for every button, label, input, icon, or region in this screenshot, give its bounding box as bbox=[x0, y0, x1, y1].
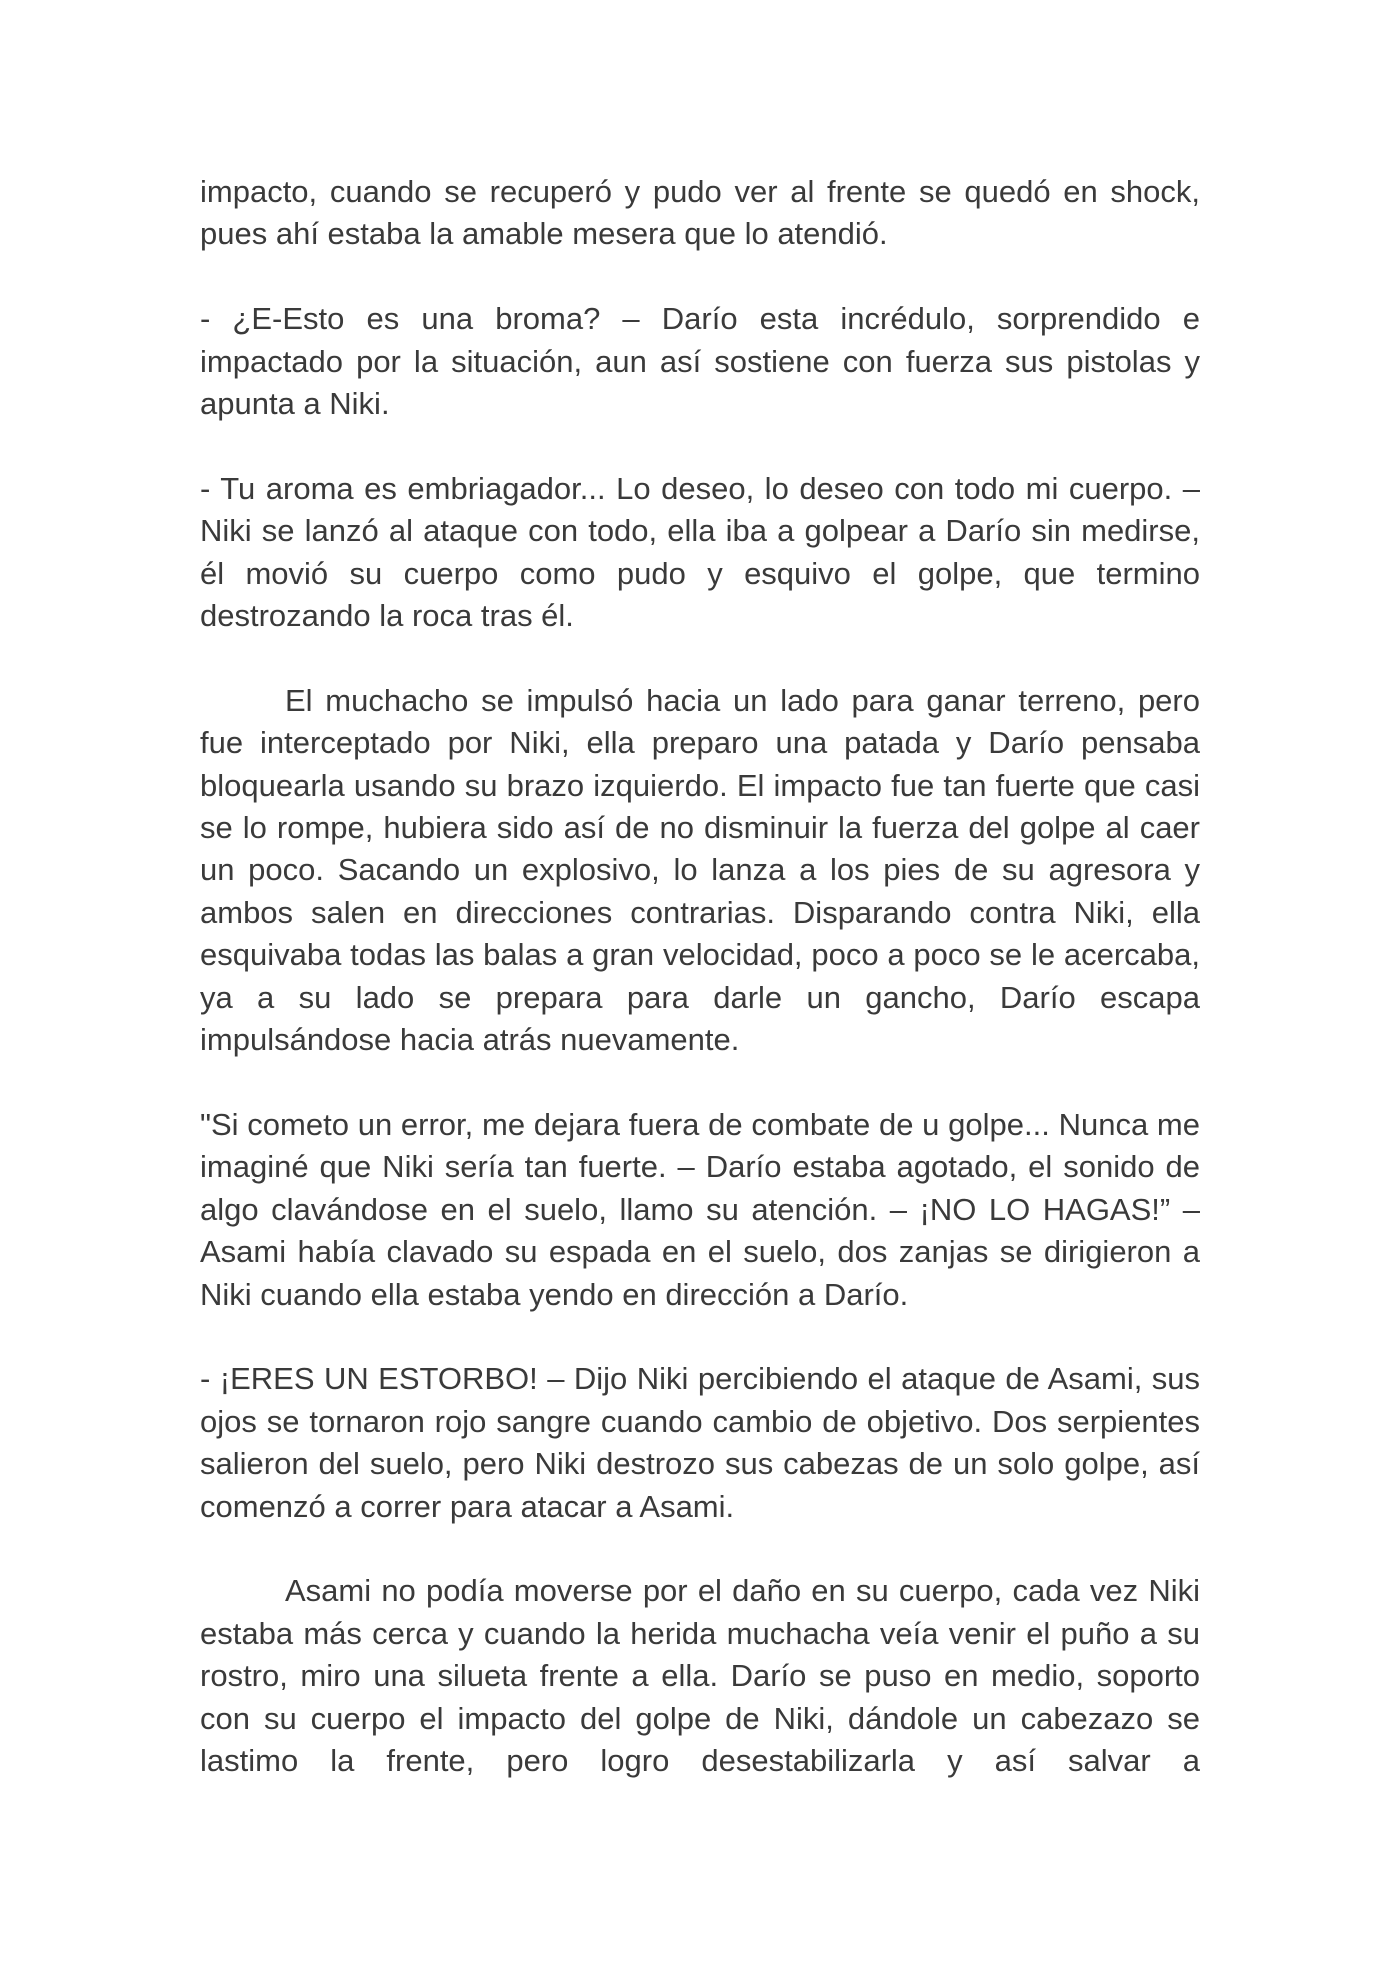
paragraph-6: - ¡ERES UN ESTORBO! – Dijo Niki percibiendo el ataque de Asami, sus ojos se tornaron rojo sangre cuando cambio de objetivo. Dos serpientes salieron del suelo, pero Niki destrozo sus cabezas de un solo golpe, así comenzó a correr para atacar a Asami. bbox=[200, 1361, 1200, 1524]
paragraph-1: impacto, cuando se recuperó y pudo ver al frente se quedó en shock, pues ahí estaba la amable mesera que lo atendió. bbox=[200, 174, 1200, 252]
paragraph-2: - ¿E-Esto es una broma? – Darío esta incrédulo, sorprendido e impactado por la situación, aun así sostiene con fuerza sus pistolas y apunta a Niki. bbox=[200, 301, 1200, 422]
paragraph-3: - Tu aroma es embriagador... Lo deseo, lo deseo con todo mi cuerpo. – Niki se lanzó al ataque con todo, ella iba a golpear a Darío sin medirse, él movió su cuerpo como pudo y esquivo el golpe, que termino destrozando la roca tras él. bbox=[200, 470, 1200, 634]
document-body bbox=[200, 171, 1200, 1782]
paragraph-7: Asami no podía moverse por el daño en su cuerpo, cada vez Niki estaba más cerca y cuando la herida muchacha veía venir el puño a su rostro, miro una silueta frente a ella. Darío se puso en medio, soporto con su cuerpo el impacto del golpe de Niki, dándole un cabezazo se lastimo la frente, pero logro desestabilizarla y así salvar a bbox=[200, 1573, 1200, 1778]
paragraph-5: "Si cometo un error, me dejara fuera de combate de u golpe... Nunca me imaginé que Niki sería tan fuerte. – Darío estaba agotado, el sonido de algo clavándose en el suelo, llamo su atención. – ¡NO LO HAGAS!” – Asami había clavado su espada en el suelo, dos zanjas se dirigieron a Niki cuando ella estaba yendo en dirección a Darío. bbox=[200, 1106, 1200, 1312]
paragraph-4: El muchacho se impulsó hacia un lado para ganar terreno, pero fue interceptado por Niki, ella preparo una patada y Darío pensaba bloquearla usando su brazo izquierdo. El impacto fue tan fuerte que casi se lo rompe, hubiera sido así de no disminuir la fuerza del golpe al caer un poco. Sacando un explosivo, lo lanza a los pies de su agresora y ambos salen en direcciones contrarias. Disparando contra Niki, ella esquivaba todas las balas a gran velocidad, poco a poco se le acercaba, ya a su lado se prepara para darle un gancho, Darío escapa impulsándose hacia atrás nuevamente. bbox=[200, 682, 1200, 1058]
